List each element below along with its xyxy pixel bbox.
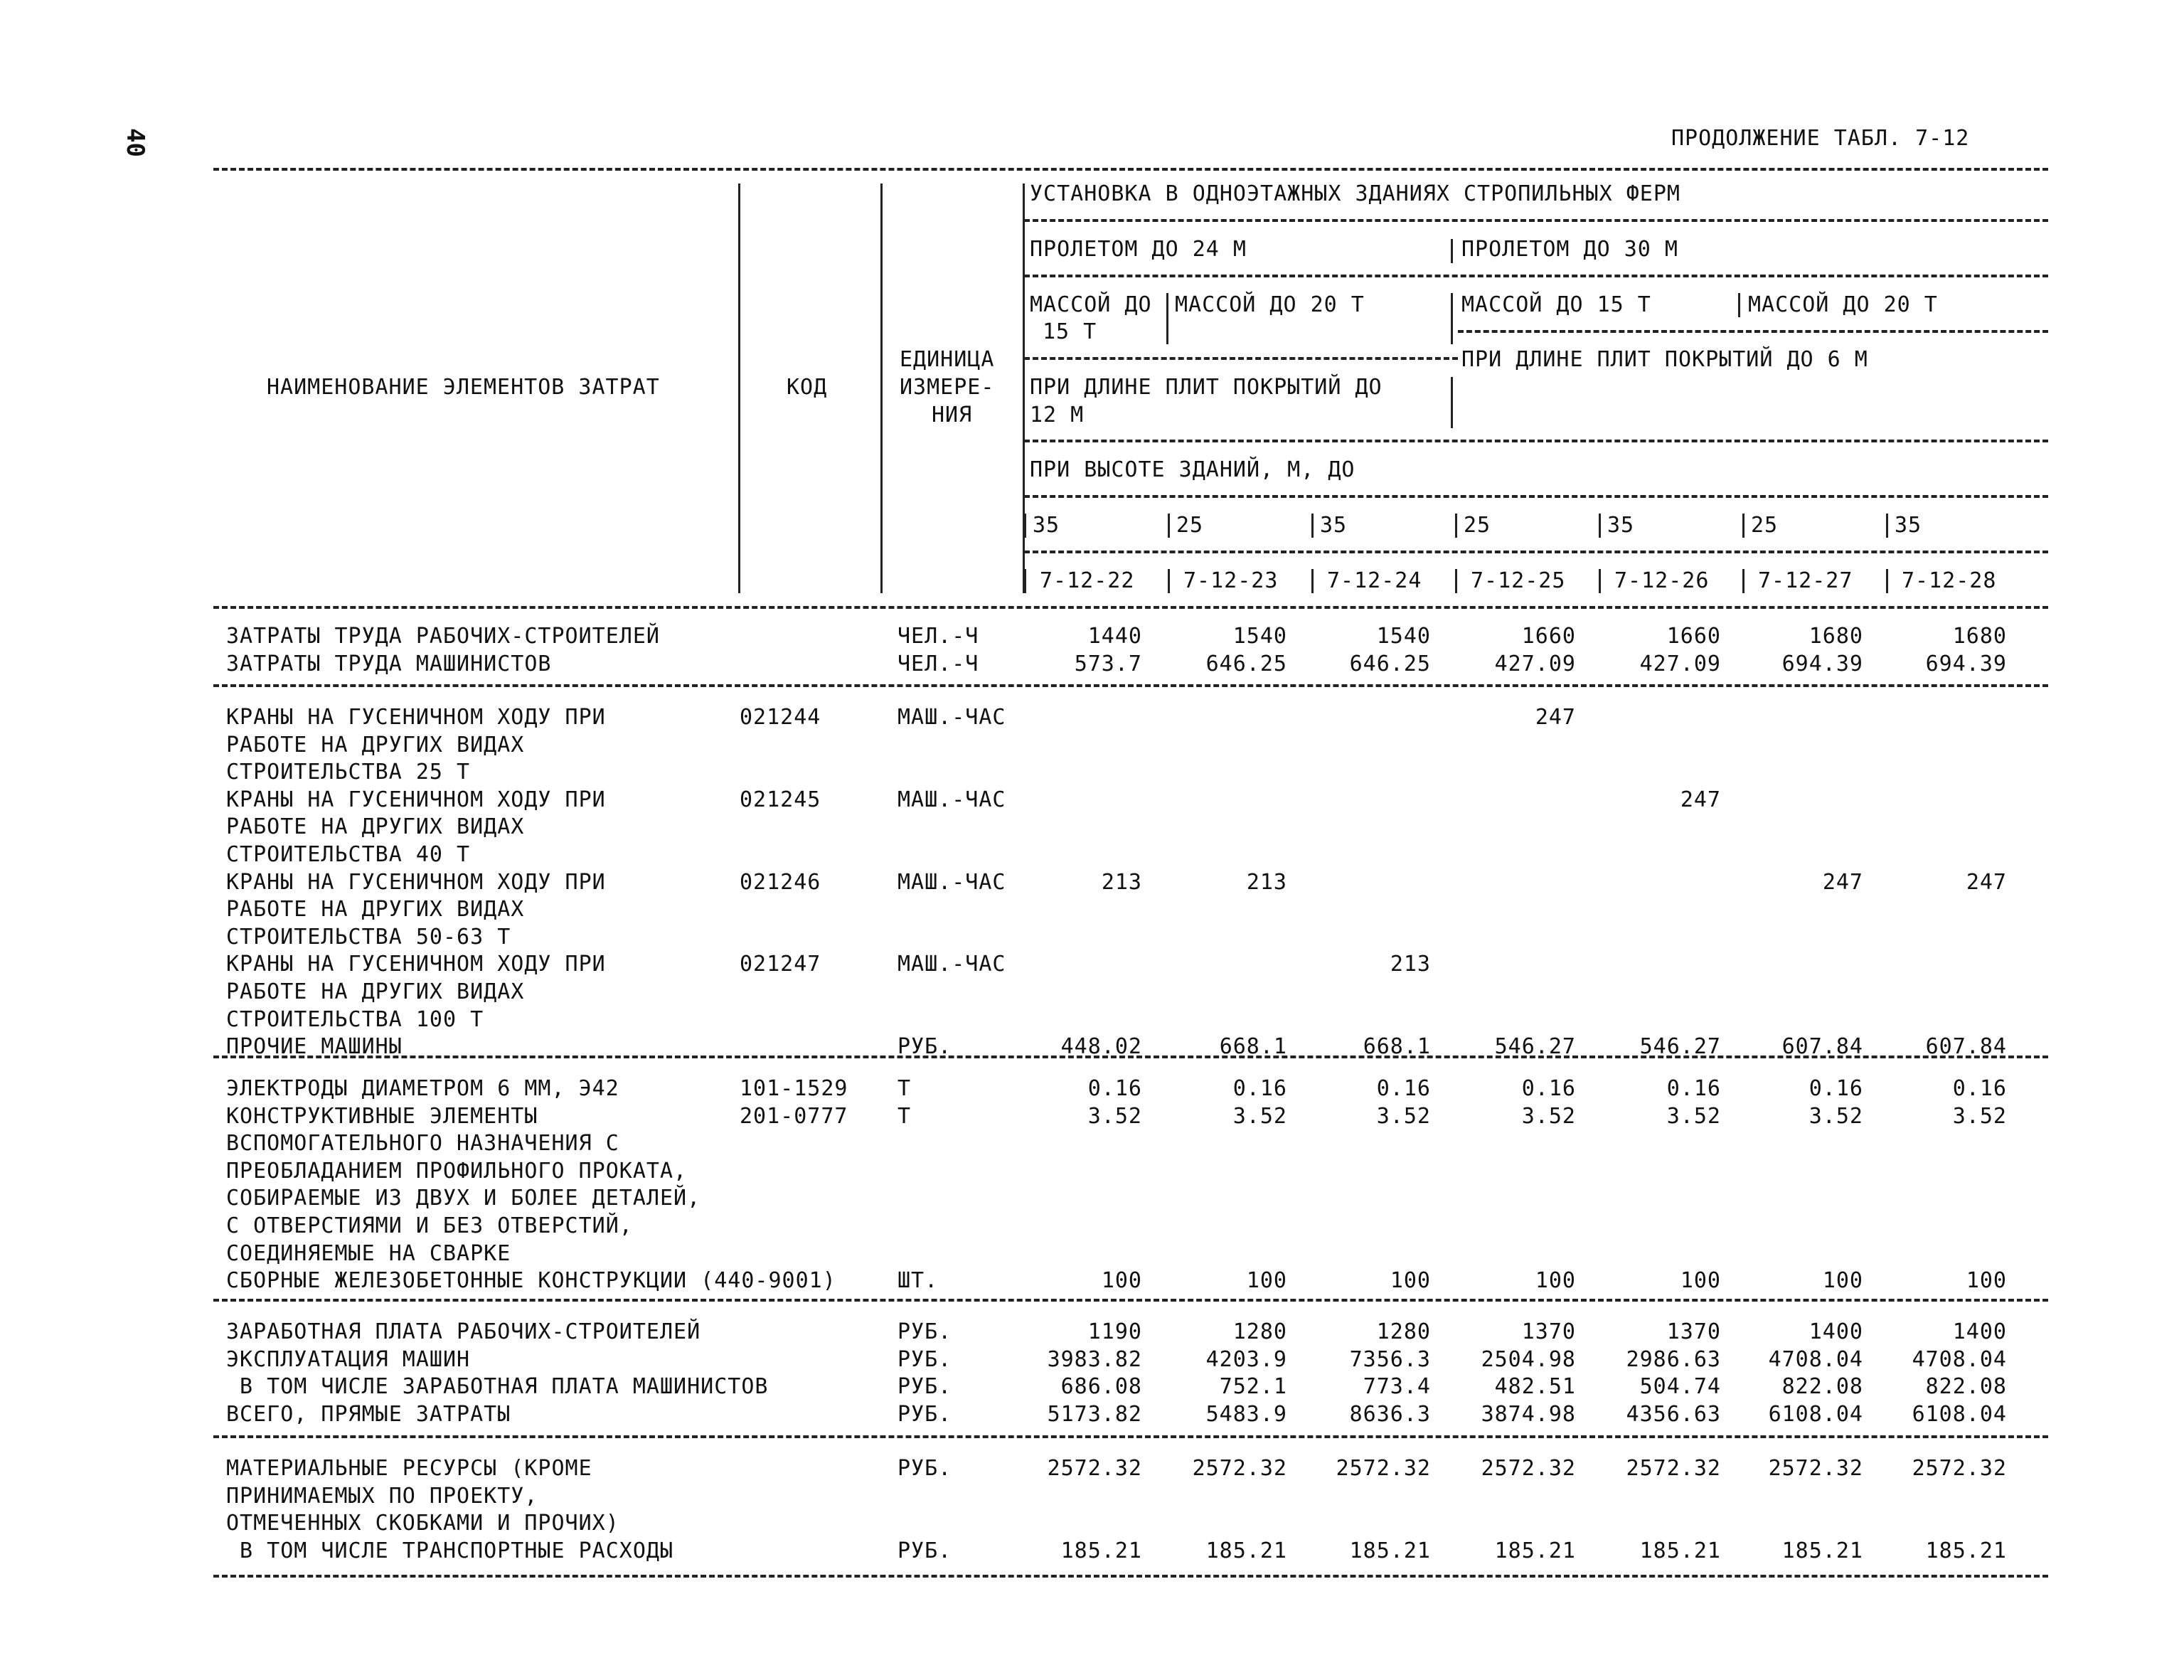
row-unit: ШТ. (897, 1268, 939, 1294)
row-unit: Т (897, 1103, 912, 1129)
row-value: 0.16 (1087, 1076, 1142, 1101)
row-unit: РУБ. (897, 1456, 952, 1481)
row-name-line: СТРОИТЕЛЬСТВА 40 Т (226, 842, 471, 867)
row-value: 1280 (1232, 1319, 1287, 1344)
divider-mass-3 (1738, 293, 1740, 317)
header-name: НАИМЕНОВАНИЕ ЭЛЕМЕНТОВ ЗАТРАТ (267, 375, 660, 400)
row-unit: ЧЕЛ.-Ч (897, 624, 979, 649)
row-value: 3.52 (1521, 1103, 1576, 1129)
rule-h6 (1024, 551, 2048, 553)
header-span-24: ПРОЛЕТОМ ДО 24 М (1030, 237, 1247, 262)
rule-h4 (1024, 440, 2048, 442)
row-value: 4356.63 (1626, 1401, 1721, 1427)
row-value: 1440 (1087, 624, 1142, 649)
rule-h1 (1024, 219, 2048, 222)
header-mass-1b: 15 Т (1043, 319, 1097, 344)
row-value: 0.16 (1952, 1076, 2007, 1101)
header-mass-4: МАССОЙ ДО 20 Т (1748, 292, 1938, 317)
row-unit: РУБ. (897, 1346, 952, 1372)
col-divider-code (880, 184, 883, 593)
height-value-3: 35 (1320, 513, 1348, 538)
row-value: 1680 (1952, 624, 2007, 649)
divider-mass-1 (1166, 293, 1168, 344)
row-value: 2572.32 (1768, 1456, 1863, 1481)
row-unit: МАШ.-ЧАС (897, 869, 1006, 895)
row-name-line: ЭКСПЛУАТАЦИЯ МАШИН (226, 1346, 471, 1372)
divider-code-3 (1311, 569, 1314, 593)
row-value: 694.39 (1781, 651, 1863, 676)
row-name-line: СОЕДИНЯЕМЫЕ НА СВАРКЕ (226, 1240, 511, 1266)
header-span-30: ПРОЛЕТОМ ДО 30 М (1461, 237, 1678, 262)
divider-height-2 (1168, 514, 1170, 538)
divider-height-1 (1024, 514, 1026, 538)
row-value: 2572.32 (1336, 1456, 1431, 1481)
table-caption: ПРОДОЛЖЕНИЕ ТАБЛ. 7-12 (1671, 126, 1970, 151)
column-code-5: 7-12-26 (1614, 568, 1710, 593)
row-value: 7356.3 (1349, 1346, 1431, 1372)
row-name-line: КРАНЫ НА ГУСЕНИЧНОМ ХОДУ ПРИ (226, 787, 606, 812)
divider-mass-2 (1451, 293, 1453, 344)
header-unit-3: НИЯ (932, 403, 973, 427)
column-code-6: 7-12-27 (1758, 568, 1853, 593)
row-value: 607.84 (1925, 1034, 2007, 1060)
rule-h2 (1024, 275, 2048, 277)
row-value: 2986.63 (1626, 1346, 1721, 1372)
section-rule-machines (213, 1056, 2048, 1058)
row-unit: МАШ.-ЧАС (897, 705, 1006, 730)
row-name-line: ПРОЧИЕ МАШИНЫ (226, 1034, 403, 1060)
row-value: 646.25 (1205, 651, 1287, 676)
row-value: 2504.98 (1481, 1346, 1576, 1372)
row-value: 2572.32 (1192, 1456, 1287, 1481)
row-value: 100 (1390, 1268, 1431, 1294)
row-value: 185.21 (1925, 1538, 2007, 1563)
column-code-4: 7-12-25 (1471, 568, 1566, 593)
row-name-line: РАБОТЕ НА ДРУГИХ ВИДАХ (226, 814, 525, 840)
row-name-line: ВСЕГО, ПРЯМЫЕ ЗАТРАТЫ (226, 1401, 511, 1427)
row-name-line: КОНСТРУКТИВНЫЕ ЭЛЕМЕНТЫ (226, 1103, 538, 1129)
row-unit: РУБ. (897, 1034, 952, 1060)
row-value: 3874.98 (1481, 1401, 1576, 1427)
row-unit: РУБ. (897, 1319, 952, 1344)
row-value: 4708.04 (1912, 1346, 2007, 1372)
row-name-line: ПРЕОБЛАДАНИЕМ ПРОФИЛЬНОГО ПРОКАТА, (226, 1158, 688, 1184)
row-value: 185.21 (1494, 1538, 1576, 1563)
row-name-line: ПРИНИМАЕМЫХ ПО ПРОЕКТУ, (226, 1483, 538, 1509)
row-value: 1400 (1809, 1319, 1863, 1344)
header-plates-6: ПРИ ДЛИНЕ ПЛИТ ПОКРЫТИЙ ДО 6 М (1461, 347, 1868, 372)
row-value: 100 (1966, 1268, 2007, 1294)
column-code-1: 7-12-22 (1040, 568, 1135, 593)
row-unit: Т (897, 1076, 912, 1101)
row-value: 822.08 (1781, 1374, 1863, 1400)
row-name-line: ВСПОМОГАТЕЛЬНОГО НАЗНАЧЕНИЯ С (226, 1131, 619, 1157)
row-name-line: РАБОТЕ НА ДРУГИХ ВИДАХ (226, 979, 525, 1004)
section-rule-labor (213, 684, 2048, 687)
row-value: 646.25 (1349, 651, 1431, 676)
row-code: 021244 (740, 705, 821, 730)
column-code-3: 7-12-24 (1327, 568, 1422, 593)
row-value: 427.09 (1639, 651, 1721, 676)
section-rule-materials (213, 1299, 2048, 1302)
row-value: 773.4 (1363, 1374, 1431, 1400)
row-value: 504.74 (1639, 1374, 1721, 1400)
divider-code-4 (1455, 569, 1457, 593)
row-name-line: ЗАРАБОТНАЯ ПЛАТА РАБОЧИХ-СТРОИТЕЛЕЙ (226, 1319, 701, 1344)
row-value: 213 (1390, 952, 1431, 977)
row-value: 2572.32 (1912, 1456, 2007, 1481)
row-value: 427.09 (1494, 651, 1576, 676)
row-value: 752.1 (1219, 1374, 1287, 1400)
header-height: ПРИ ВЫСОТЕ ЗДАНИЙ, М, ДО (1030, 457, 1355, 482)
header-plates-12a: ПРИ ДЛИНЕ ПЛИТ ПОКРЫТИЙ ДО (1030, 375, 1383, 400)
row-value: 482.51 (1494, 1374, 1576, 1400)
header-plates-12b: 12 М (1030, 403, 1085, 427)
row-value: 2572.32 (1047, 1456, 1142, 1481)
header-mass-3: МАССОЙ ДО 15 Т (1461, 292, 1651, 317)
height-value-2: 25 (1176, 513, 1204, 538)
height-value-5: 35 (1607, 513, 1635, 538)
column-code-7: 7-12-28 (1902, 568, 1997, 593)
row-value: 5483.9 (1205, 1401, 1287, 1427)
row-name-line: ЭЛЕКТРОДЫ ДИАМЕТРОМ 6 ММ, Э42 (226, 1076, 619, 1101)
row-name-line: В ТОМ ЧИСЛЕ ЗАРАБОТНАЯ ПЛАТА МАШИНИСТОВ (226, 1374, 769, 1400)
row-unit: МАШ.-ЧАС (897, 952, 1006, 977)
height-value-1: 35 (1033, 513, 1060, 538)
row-unit: РУБ. (897, 1374, 952, 1400)
rule-top (213, 168, 2048, 171)
divider-code-6 (1742, 569, 1744, 593)
row-name-line: КРАНЫ НА ГУСЕНИЧНОМ ХОДУ ПРИ (226, 952, 606, 977)
rule-h3b (1458, 330, 2048, 333)
row-value: 185.21 (1205, 1538, 1287, 1563)
row-name-line: РАБОТЕ НА ДРУГИХ ВИДАХ (226, 732, 525, 757)
row-name-line: ЗАТРАТЫ ТРУДА МАШИНИСТОВ (226, 651, 552, 676)
row-value: 0.16 (1376, 1076, 1431, 1101)
row-value: 694.39 (1925, 651, 2007, 676)
divider-code-7 (1886, 569, 1888, 593)
row-value: 1660 (1666, 624, 1721, 649)
row-value: 3983.82 (1047, 1346, 1142, 1372)
row-name-line: КРАНЫ НА ГУСЕНИЧНОМ ХОДУ ПРИ (226, 869, 606, 895)
row-value: 6108.04 (1768, 1401, 1863, 1427)
rule-header-bottom (213, 606, 2048, 609)
divider-plates (1451, 377, 1453, 428)
row-value: 0.16 (1809, 1076, 1863, 1101)
divider-code-5 (1599, 569, 1601, 593)
header-title: УСТАНОВКА В ОДНОЭТАЖНЫХ ЗДАНИЯХ СТРОПИЛЬНЫХ ФЕРМ (1030, 181, 1680, 206)
row-value: 668.1 (1363, 1034, 1431, 1060)
row-value: 3.52 (1232, 1103, 1287, 1129)
row-code: 021245 (740, 787, 821, 812)
header-code: КОД (787, 375, 828, 400)
row-value: 247 (1680, 787, 1721, 812)
row-name-line: С ОТВЕРСТИЯМИ И БЕЗ ОТВЕРСТИЙ, (226, 1213, 633, 1238)
row-code: 021246 (740, 869, 821, 895)
height-value-4: 25 (1464, 513, 1491, 538)
section-rule-resources (213, 1575, 2048, 1578)
row-value: 546.27 (1494, 1034, 1576, 1060)
row-value: 100 (1680, 1268, 1721, 1294)
row-value: 185.21 (1639, 1538, 1721, 1563)
header-unit-2: ИЗМЕРЕ- (900, 375, 995, 400)
row-unit: ЧЕЛ.-Ч (897, 651, 979, 676)
row-value: 546.27 (1639, 1034, 1721, 1060)
row-value: 1190 (1087, 1319, 1142, 1344)
row-name-line: СТРОИТЕЛЬСТВА 100 Т (226, 1006, 484, 1032)
row-value: 6108.04 (1912, 1401, 2007, 1427)
row-value: 8636.3 (1349, 1401, 1431, 1427)
row-name-line: СТРОИТЕЛЬСТВА 50-63 Т (226, 924, 511, 950)
row-value: 1660 (1521, 624, 1576, 649)
divider-span (1451, 239, 1453, 263)
row-value: 3.52 (1666, 1103, 1721, 1129)
divider-code-1 (1024, 569, 1026, 593)
row-value: 0.16 (1666, 1076, 1721, 1101)
row-unit: РУБ. (897, 1401, 952, 1427)
row-code: 021247 (740, 952, 821, 977)
header-mass-2: МАССОЙ ДО 20 Т (1175, 292, 1365, 317)
row-value: 1370 (1521, 1319, 1576, 1344)
height-value-6: 25 (1751, 513, 1779, 538)
row-value: 185.21 (1349, 1538, 1431, 1563)
rule-h3a (1024, 357, 1458, 360)
height-value-7: 35 (1895, 513, 1922, 538)
row-value: 100 (1822, 1268, 1863, 1294)
row-name-line: КРАНЫ НА ГУСЕНИЧНОМ ХОДУ ПРИ (226, 705, 606, 730)
divider-code-2 (1168, 569, 1170, 593)
row-value: 5173.82 (1047, 1401, 1142, 1427)
row-value: 0.16 (1521, 1076, 1576, 1101)
row-name-line: ОТМЕЧЕННЫХ СКОБКАМИ И ПРОЧИХ) (226, 1511, 619, 1536)
row-name-line: В ТОМ ЧИСЛЕ ТРАНСПОРТНЫЕ РАСХОДЫ (226, 1538, 674, 1563)
row-value: 573.7 (1074, 651, 1142, 676)
divider-height-6 (1742, 514, 1744, 538)
col-divider-name (738, 184, 740, 593)
row-value: 1540 (1376, 624, 1431, 649)
row-value: 3.52 (1809, 1103, 1863, 1129)
row-value: 822.08 (1925, 1374, 2007, 1400)
row-value: 2572.32 (1626, 1456, 1721, 1481)
row-value: 1540 (1232, 624, 1287, 649)
page-number: 40 (121, 128, 149, 157)
row-value: 2572.32 (1481, 1456, 1576, 1481)
row-value: 185.21 (1781, 1538, 1863, 1563)
divider-height-3 (1311, 514, 1314, 538)
divider-height-7 (1886, 514, 1888, 538)
row-value: 4203.9 (1205, 1346, 1287, 1372)
row-value: 247 (1535, 705, 1576, 730)
rule-h5 (1024, 495, 2048, 498)
row-value: 185.21 (1060, 1538, 1142, 1563)
row-value: 448.02 (1060, 1034, 1142, 1060)
row-value: 247 (1966, 869, 2007, 895)
row-value: 668.1 (1219, 1034, 1287, 1060)
row-value: 213 (1101, 869, 1142, 895)
header-unit-1: ЕДИНИЦА (900, 347, 995, 372)
row-value: 0.16 (1232, 1076, 1287, 1101)
row-value: 686.08 (1060, 1374, 1142, 1400)
row-value: 3.52 (1376, 1103, 1431, 1129)
header-mass-1a: МАССОЙ ДО (1030, 292, 1152, 317)
row-value: 100 (1101, 1268, 1142, 1294)
divider-height-4 (1455, 514, 1457, 538)
row-value: 1680 (1809, 624, 1863, 649)
row-code: 201-0777 (740, 1103, 848, 1129)
row-name-line: СОБИРАЕМЫЕ ИЗ ДВУХ И БОЛЕЕ ДЕТАЛЕЙ, (226, 1186, 701, 1211)
divider-height-5 (1599, 514, 1601, 538)
section-rule-costs (213, 1435, 2048, 1438)
row-value: 607.84 (1781, 1034, 1863, 1060)
column-code-2: 7-12-23 (1183, 568, 1279, 593)
row-value: 100 (1246, 1268, 1287, 1294)
row-value: 213 (1246, 869, 1287, 895)
row-value: 1400 (1952, 1319, 2007, 1344)
row-value: 100 (1535, 1268, 1576, 1294)
row-unit: МАШ.-ЧАС (897, 787, 1006, 812)
row-value: 247 (1822, 869, 1863, 895)
row-name-line: СТРОИТЕЛЬСТВА 25 Т (226, 760, 471, 785)
row-value: 3.52 (1087, 1103, 1142, 1129)
row-value: 1370 (1666, 1319, 1721, 1344)
row-value: 3.52 (1952, 1103, 2007, 1129)
row-name-line: СБОРНЫЕ ЖЕЛЕЗОБЕТОННЫЕ КОНСТРУКЦИИ (440-9001) (226, 1268, 836, 1294)
row-unit: РУБ. (897, 1538, 952, 1563)
row-value: 4708.04 (1768, 1346, 1863, 1372)
row-name-line: ЗАТРАТЫ ТРУДА РАБОЧИХ-СТРОИТЕЛЕЙ (226, 624, 660, 649)
row-value: 1280 (1376, 1319, 1431, 1344)
row-name-line: РАБОТЕ НА ДРУГИХ ВИДАХ (226, 897, 525, 923)
row-name-line: МАТЕРИАЛЬНЫЕ РЕСУРСЫ (КРОМЕ (226, 1456, 592, 1481)
row-code: 101-1529 (740, 1076, 848, 1101)
